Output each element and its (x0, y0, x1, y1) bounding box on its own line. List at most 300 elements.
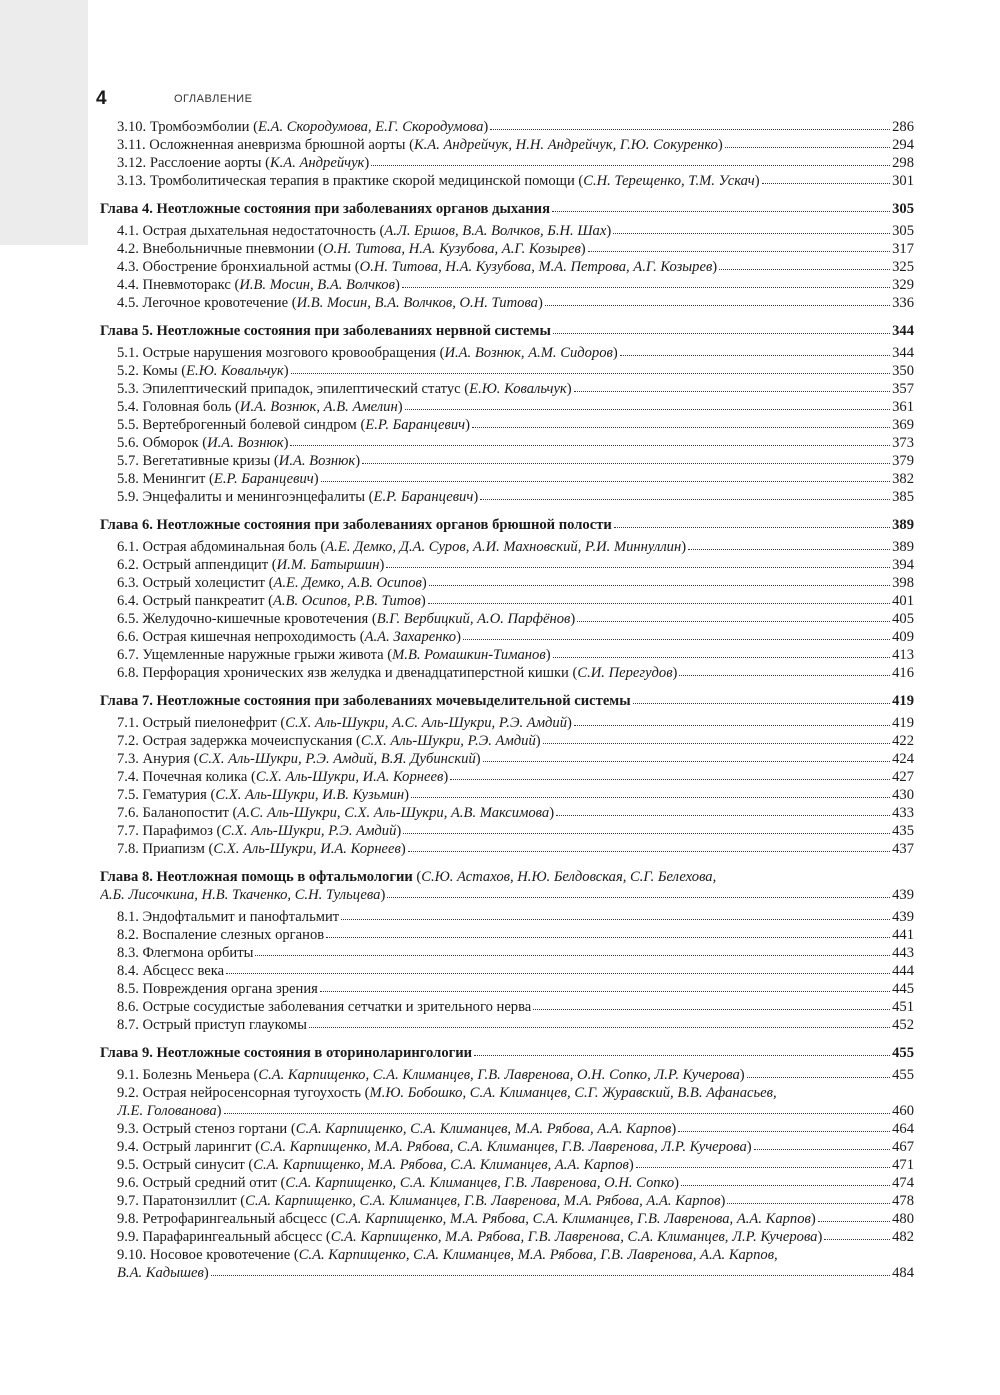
entry-text: 7.7. Парафимоз (С.Х. Аль-Шукри, Р.Э. Амдий) (117, 823, 402, 839)
entry-authors: С.А. Карпищенко, С.А. Климанцев, Г.В. Лавренова, М.А. Рябова, А.А. Карпов (245, 1193, 721, 1209)
page-ref: 361 (892, 399, 914, 415)
entry-text: 9.5. Острый синусит (С.А. Карпищенко, М.А. Рябова, С.А. Климанцев, А.А. Карпов) (117, 1157, 634, 1173)
entry-text (100, 1016, 307, 1034)
entry-text: 5.8. Менингит (Е.Р. Баранцевич) (117, 471, 319, 487)
toc-entry[interactable] (100, 628, 914, 646)
page-ref: 452 (892, 1017, 914, 1033)
entry-text: 7.5. Гематурия (С.Х. Аль-Шукри, И.В. Кузьмин) (117, 787, 410, 803)
entry-title: 4.2. Внебольничные пневмонии (117, 241, 315, 257)
page-ref: 430 (892, 787, 914, 803)
toc-entry[interactable] (100, 998, 914, 1016)
entry-title: 6.3. Острый холецистит (117, 575, 265, 591)
dot-leader (620, 351, 890, 356)
toc-entry[interactable] (100, 1016, 914, 1034)
toc-entry[interactable] (100, 276, 914, 294)
chapter-heading[interactable] (100, 868, 914, 904)
entry-authors: Л.Е. Голованова (117, 1103, 217, 1119)
entry-authors: И.А. Вознюк (278, 453, 356, 469)
page-ref: 474 (892, 1175, 914, 1191)
page-ref: 413 (892, 647, 914, 663)
entry-title: 5.9. Энцефалиты и менингоэнцефалиты (117, 489, 366, 505)
entry-authors: С.А. Карпищенко, С.А. Климанцев, М.А. Рябова, А.А. Карпов (295, 1121, 672, 1137)
entry-title: 3.13. Тромболитическая терапия в практике скорой медицинской помощи (117, 173, 575, 189)
toc-entry[interactable] (100, 380, 914, 398)
toc-entry[interactable] (100, 118, 914, 136)
entry-authors: А.Е. Демко, А.В. Осипов (273, 575, 422, 591)
entry-text: 6.6. Острая кишечная непроходимость (А.А. Захаренко) (117, 629, 461, 645)
toc-entry[interactable] (100, 804, 914, 822)
entry-title: 6.1. Острая абдоминальная боль (117, 539, 317, 555)
page-ref: 286 (892, 119, 914, 135)
page-ref: 389 (892, 539, 914, 555)
dot-leader (402, 283, 890, 288)
entry-text (100, 998, 531, 1016)
dot-leader (408, 847, 890, 852)
dot-leader (483, 757, 890, 762)
entry-title: 9.10. Носовое кровотечение (117, 1247, 291, 1263)
toc-entry[interactable] (100, 768, 914, 786)
dot-leader (403, 829, 890, 834)
entry-title: 9.1. Болезнь Меньера (117, 1067, 250, 1083)
entry-text: 7.8. Приапизм (С.Х. Аль-Шукри, И.А. Корнеев) (117, 841, 406, 857)
entry-authors: К.А. Андрейчук (269, 155, 365, 171)
toc-entry[interactable] (100, 1174, 914, 1192)
dot-leader (309, 1023, 890, 1028)
page-ref: 443 (892, 945, 914, 961)
toc-entry[interactable] (100, 1210, 914, 1228)
dot-leader (681, 1181, 890, 1186)
page-ref: 444 (892, 963, 914, 979)
entry-title: 4.5. Легочное кровотечение (117, 295, 289, 311)
page-ref: 439 (892, 909, 914, 925)
dot-leader (574, 387, 890, 392)
toc-entry[interactable] (100, 592, 914, 610)
entry-text: 9.3. Острый стеноз гортани (С.А. Карпищенко, С.А. Климанцев, М.А. Рябова, А.А. Карпов) (117, 1121, 677, 1137)
page-ref: 464 (892, 1121, 914, 1137)
entry-authors: В.А. Кадышев (117, 1265, 204, 1281)
entry-authors-line[interactable] (100, 1264, 914, 1282)
entry-authors: Е.Р. Баранцевич (213, 471, 314, 487)
entry-title: 9.6. Острый средний отит (117, 1175, 277, 1191)
entry-authors: С.А. Карпищенко, С.А. Климанцев, М.А. Рябова, Г.В. Лавренова, А.А. Карпов, (298, 1247, 778, 1263)
entry-text: Л.Е. Голованова) (117, 1103, 222, 1119)
page-ref: 350 (892, 363, 914, 379)
dot-leader (490, 125, 890, 130)
page-ref: 379 (892, 453, 914, 469)
page-ref: 344 (892, 323, 914, 339)
page-ref: 419 (892, 715, 914, 731)
entry-authors: М.В. Ромашкин-Тиманов (392, 647, 546, 663)
toc-entry[interactable] (100, 732, 914, 750)
entry-title: 6.6. Острая кишечная непроходимость (117, 629, 357, 645)
entry-title: 4.3. Обострение бронхиальной астмы (117, 259, 352, 275)
toc-entry[interactable] (100, 750, 914, 768)
entry-authors: С.Х. Аль-Шукри, Р.Э. Амдий (360, 733, 536, 749)
dot-leader (226, 969, 890, 974)
entry-text: 5.7. Вегетативные кризы (И.А. Вознюк) (117, 453, 361, 469)
page-ref: 385 (892, 489, 914, 505)
page-ref: 433 (892, 805, 914, 821)
entry-authors: С.А. Карпищенко, М.А. Рябова, С.А. Климанцев, Г.В. Лавренова, Л.Р. Кучерова (260, 1139, 747, 1155)
entry-text: 7.2. Острая задержка мочеиспускания (С.Х. Аль-Шукри, Р.Э. Амдий) (117, 733, 541, 749)
entry-title: 5.2. Комы (117, 363, 178, 379)
entry-title: 8.6. Острые сосудистые заболевания сетчатки и зрительного нерва (117, 999, 532, 1015)
dot-leader (762, 179, 891, 184)
toc-entry[interactable] (100, 840, 914, 858)
page-ref: 471 (892, 1157, 914, 1173)
entry-text (100, 692, 631, 710)
toc-entry[interactable] (100, 240, 914, 258)
entry-authors: С.Х. Аль-Шукри, А.С. Аль-Шукри, Р.Э. Амдий (285, 715, 568, 731)
toc-entry[interactable] (100, 344, 914, 362)
dot-leader (474, 1051, 890, 1056)
toc-entry[interactable] (100, 538, 914, 556)
entry-authors: Е.Ю. Ковальчук (469, 381, 567, 397)
entry-text: 4.5. Легочное кровотечение (И.В. Мосин, В.А. Волчков, О.Н. Титова) (117, 295, 543, 311)
entry-text: 4.4. Пневмоторакс (И.В. Мосин, В.А. Волчков) (117, 277, 400, 293)
dot-leader (326, 933, 890, 938)
toc-entry[interactable] (100, 398, 914, 416)
entry-text (100, 962, 224, 980)
chapter-authors-line[interactable] (100, 886, 914, 904)
chapter-title: Глава 8. Неотложная помощь в офтальмологии (100, 869, 413, 885)
dot-leader (450, 775, 890, 780)
page-ref: 480 (892, 1211, 914, 1227)
toc-entry[interactable] (100, 470, 914, 488)
page-ref: 460 (892, 1103, 914, 1119)
dot-leader (463, 635, 890, 640)
page-ref: 301 (892, 173, 914, 189)
entry-text: 9.7. Паратонзиллит (С.А. Карпищенко, С.А. Климанцев, Г.В. Лавренова, М.А. Рябова, А.А. Карпов) (117, 1193, 726, 1209)
page-ref: 416 (892, 665, 914, 681)
page-ref: 336 (892, 295, 914, 311)
toc-entry[interactable] (100, 154, 914, 172)
toc-entry[interactable] (100, 714, 914, 732)
toc-entry[interactable] (100, 786, 914, 804)
toc-entry[interactable] (100, 258, 914, 276)
entry-text: 9.6. Острый средний отит (С.А. Карпищенко, С.А. Климанцев, Г.В. Лавренова, О.Н. Сопко) (117, 1175, 680, 1191)
entry-title: 9.3. Острый стеноз гортани (117, 1121, 288, 1137)
table-of-contents (100, 118, 914, 1282)
dot-leader (543, 739, 890, 744)
toc-entry[interactable] (100, 664, 914, 682)
dot-leader (727, 1199, 890, 1204)
entry-text: 9.4. Острый ларингит (С.А. Карпищенко, М.А. Рябова, С.А. Климанцев, Г.В. Лавренова, Л.Р. Кучерова) (117, 1139, 752, 1155)
page-ref: 484 (892, 1265, 914, 1281)
entry-text: 5.4. Головная боль (И.А. Вознюк, А.В. Амелин) (117, 399, 403, 415)
chapter-heading[interactable] (100, 1044, 914, 1062)
running-title: ОГЛАВЛЕНИЕ (174, 93, 253, 105)
dot-leader (224, 1109, 891, 1114)
page-ref: 317 (892, 241, 914, 257)
dot-leader (747, 1073, 890, 1078)
dot-leader (387, 893, 890, 898)
entry-title-line: 9.10. Носовое кровотечение (С.А. Карпищенко, С.А. Климанцев, М.А. Рябова, Г.В. Лавренова, А.А. Карпов, (117, 1247, 778, 1263)
chapter-title: Глава 6. Неотложные состояния при заболеваниях органов брюшной полости (100, 517, 612, 533)
chapter-title-line: Глава 8. Неотложная помощь в офтальмологии (С.Ю. Астахов, Н.Ю. Белдовская, С.Г. Белехова, (100, 869, 717, 885)
page-ref: 445 (892, 981, 914, 997)
dot-leader (553, 653, 891, 658)
page-ref: 373 (892, 435, 914, 451)
toc-entry[interactable] (100, 556, 914, 574)
toc-entry[interactable] (100, 962, 914, 980)
page-ref: 467 (892, 1139, 914, 1155)
entry-authors: В.Г. Вербицкий, А.О. Парфёнов (376, 611, 571, 627)
entry-authors: С.Н. Терещенко, Т.М. Ускач (583, 173, 755, 189)
toc-entry[interactable] (100, 434, 914, 452)
page-ref: 369 (892, 417, 914, 433)
toc-entry[interactable] (100, 222, 914, 240)
toc-entry[interactable] (100, 294, 914, 312)
dot-leader (533, 1005, 890, 1010)
dot-leader (321, 477, 891, 482)
dot-leader (290, 441, 890, 446)
chapter-authors: А.Б. Лисочкина, Н.В. Ткаченко, С.Н. Тульцева (100, 887, 381, 903)
page-ref: 329 (892, 277, 914, 293)
entry-title: 9.9. Парафарингеальный абсцесс (117, 1229, 323, 1245)
entry-title: 8.3. Флегмона орбиты (117, 945, 254, 961)
dot-leader (255, 951, 890, 956)
toc-entry[interactable] (100, 416, 914, 434)
entry-title: 9.4. Острый ларингит (117, 1139, 252, 1155)
chapter-heading[interactable] (100, 200, 914, 218)
page-ref: 439 (892, 887, 914, 903)
entry-authors-line[interactable] (100, 1102, 914, 1120)
toc-entry[interactable] (100, 908, 914, 926)
entry-title: 7.6. Баланопостит (117, 805, 229, 821)
entry-authors: С.Х. Аль-Шукри, И.А. Корнеев (255, 769, 444, 785)
entry-text (100, 1044, 472, 1062)
entry-title: 6.5. Желудочно-кишечные кровотечения (117, 611, 369, 627)
page-ref: 409 (892, 629, 914, 645)
entry-text: 6.7. Ущемленные наружные грыжи живота (М.В. Ромашкин-Тиманов) (117, 647, 551, 663)
entry-authors: О.Н. Титова, Н.А. Кузубова, М.А. Петрова, А.Г. Козырев (359, 259, 713, 275)
entry-authors: А.С. Аль-Шукри, С.Х. Аль-Шукри, А.В. Максимова (237, 805, 550, 821)
page-ref: 398 (892, 575, 914, 591)
entry-title: 3.10. Тромбоэмболии (117, 119, 250, 135)
entry-text: В.А. Кадышев) (117, 1265, 209, 1281)
entry-title: 3.11. Осложненная аневризма брюшной аорты (117, 137, 406, 153)
page-ref: 344 (892, 345, 914, 361)
entry-text: 6.1. Острая абдоминальная боль (А.Е. Демко, Д.А. Суров, А.И. Махновский, Р.И. Миннуллин) (117, 539, 687, 555)
toc-entry[interactable] (100, 980, 914, 998)
entry-title: 6.2. Острый аппендицит (117, 557, 269, 573)
entry-authors: И.А. Вознюк, А.М. Сидоров (444, 345, 613, 361)
entry-authors: С.А. Карпищенко, М.А. Рябова, С.А. Климанцев, Г.В. Лавренова, А.А. Карпов (335, 1211, 811, 1227)
toc-entry[interactable] (100, 1084, 914, 1120)
entry-title-line: 9.2. Острая нейросенсорная тугоухость (М.Ю. Бобошко, С.А. Климанцев, С.Г. Журавский, В.В. Афанасьев, (117, 1085, 777, 1101)
page-ref: 437 (892, 841, 914, 857)
dot-leader (588, 247, 890, 252)
entry-text (100, 944, 253, 962)
entry-title: 9.7. Паратонзиллит (117, 1193, 237, 1209)
entry-authors: Е.А. Скородумова, Е.Г. Скородумова (257, 119, 484, 135)
entry-text (100, 980, 318, 998)
toc-entry[interactable] (100, 944, 914, 962)
entry-authors: О.Н. Титова, Н.А. Кузубова, А.Г. Козырев (322, 241, 581, 257)
toc-entry[interactable] (100, 574, 914, 592)
entry-text: 4.1. Острая дыхательная недостаточность (А.Л. Ершов, В.А. Волчков, Б.Н. Шах) (117, 223, 612, 239)
entry-authors: С.А. Карпищенко, С.А. Климанцев, Г.В. Лавренова, О.Н. Сопко, Л.Р. Кучерова (258, 1067, 740, 1083)
dot-leader (428, 599, 890, 604)
entry-authors: Е.Ю. Ковальчук (186, 363, 284, 379)
entry-title: 6.7. Ущемленные наружные грыжи живота (117, 647, 384, 663)
entry-title: 6.8. Перфорация хронических язв желудка и двенадцатиперстной кишки (117, 665, 569, 681)
dot-leader (636, 1163, 890, 1168)
entry-text: 6.8. Перфорация хронических язв желудка и двенадцатиперстной кишки (С.И. Перегудов) (117, 665, 678, 681)
page-ref: 389 (892, 517, 914, 533)
dot-leader (291, 369, 891, 374)
page-ref: 394 (892, 557, 914, 573)
entry-text: 7.6. Баланопостит (А.С. Аль-Шукри, С.Х. Аль-Шукри, А.В. Максимова) (117, 805, 555, 821)
page-ref: 455 (892, 1045, 914, 1061)
entry-authors: И.А. Вознюк (207, 435, 284, 451)
entry-title: 6.4. Острый панкреатит (117, 593, 265, 609)
entry-text: 3.12. Расслоение аорты (К.А. Андрейчук) (117, 155, 370, 171)
toc-entry[interactable] (100, 1120, 914, 1138)
dot-leader (371, 161, 890, 166)
entry-authors: И.А. Вознюк, А.В. Амелин (239, 399, 398, 415)
page-ref: 298 (892, 155, 914, 171)
toc-entry[interactable] (100, 136, 914, 154)
entry-text: 5.1. Острые нарушения мозгового кровообращения (И.А. Вознюк, А.М. Сидоров) (117, 345, 618, 361)
chapter-title: Глава 7. Неотложные состояния при заболеваниях мочевыделительной системы (100, 693, 631, 709)
page-ref: 305 (892, 223, 914, 239)
entry-title: 8.4. Абсцесс века (117, 963, 225, 979)
entry-authors: М.Ю. Бобошко, С.А. Климанцев, С.Г. Журавский, В.В. Афанасьев, (369, 1085, 777, 1101)
entry-text: 6.5. Желудочно-кишечные кровотечения (В.Г. Вербицкий, А.О. Парфёнов) (117, 611, 576, 627)
dot-leader (362, 459, 890, 464)
page-ref: 294 (892, 137, 914, 153)
entry-authors: А.Е. Демко, Д.А. Суров, А.И. Махновский, Р.И. Миннуллин (325, 539, 682, 555)
chapter-heading[interactable] (100, 516, 914, 534)
entry-authors: С.А. Карпищенко, М.А. Рябова, С.А. Климанцев, А.А. Карпов (253, 1157, 629, 1173)
entry-title: 7.8. Приапизм (117, 841, 205, 857)
entry-text: 5.9. Энцефалиты и менингоэнцефалиты (Е.Р. Баранцевич) (117, 489, 479, 505)
dot-leader (688, 545, 890, 550)
dot-leader (472, 423, 890, 428)
entry-text (100, 322, 551, 340)
dot-leader (725, 143, 890, 148)
entry-title: 5.5. Вертеброгенный болевой синдром (117, 417, 357, 433)
entry-title: 8.7. Острый приступ глаукомы (117, 1017, 307, 1033)
entry-text: 9.1. Болезнь Меньера (С.А. Карпищенко, С.А. Климанцев, Г.В. Лавренова, О.Н. Сопко, Л.Р. Кучерова) (117, 1067, 745, 1083)
entry-title: 8.5. Повреждения органа зрения (117, 981, 318, 997)
page-ref: 427 (892, 769, 914, 785)
entry-title: 4.4. Пневмоторакс (117, 277, 231, 293)
page-ref: 405 (892, 611, 914, 627)
toc-entry[interactable] (100, 1066, 914, 1084)
entry-title: 7.5. Гематурия (117, 787, 207, 803)
entry-authors: А.Л. Ершов, В.А. Волчков, Б.Н. Шах (384, 223, 607, 239)
dot-leader (633, 699, 890, 704)
entry-text: 6.4. Острый панкреатит (А.В. Осипов, Р.В. Титов) (117, 593, 426, 609)
toc-entry[interactable] (100, 822, 914, 840)
entry-text: 6.2. Острый аппендицит (И.М. Батыршин) (117, 557, 385, 573)
entry-authors: С.А. Карпищенко, М.А. Рябова, Г.В. Лавренова, С.А. Климанцев, Л.Р. Кучерова (330, 1229, 818, 1245)
entry-text: 9.9. Парафарингеальный абсцесс (С.А. Карпищенко, М.А. Рябова, Г.В. Лавренова, С.А. Климанцев, Л.Р. Кучерова) (117, 1229, 823, 1245)
dot-leader (480, 495, 890, 500)
entry-title: 5.1. Острые нарушения мозгового кровообращения (117, 345, 436, 361)
entry-authors: С.Х. Аль-Шукри, Р.Э. Амдий (221, 823, 397, 839)
chapter-heading[interactable] (100, 322, 914, 340)
dot-leader (818, 1217, 890, 1222)
page-ref: 424 (892, 751, 914, 767)
chapter-title: Глава 9. Неотложные состояния в оториноларингологии (100, 1045, 473, 1061)
page-ref: 422 (892, 733, 914, 749)
toc-entry[interactable] (100, 1246, 914, 1282)
dot-leader (719, 265, 890, 270)
entry-title: 7.2. Острая задержка мочеиспускания (117, 733, 353, 749)
entry-title: 7.1. Острый пиелонефрит (117, 715, 277, 731)
entry-text: 5.3. Эпилептический припадок, эпилептический статус (Е.Ю. Ковальчук) (117, 381, 572, 397)
toc-entry[interactable] (100, 646, 914, 664)
dot-leader (574, 721, 890, 726)
entry-title: 5.7. Вегетативные кризы (117, 453, 271, 469)
dot-leader (552, 207, 890, 212)
entry-title: 5.3. Эпилептический припадок, эпилептический статус (117, 381, 461, 397)
page-ref: 441 (892, 927, 914, 943)
entry-authors: А.А. Захаренко (364, 629, 457, 645)
entry-text (100, 926, 324, 944)
entry-authors: Е.Р. Баранцевич (373, 489, 474, 505)
entry-text (100, 516, 612, 534)
dot-leader (429, 581, 890, 586)
entry-text: 3.13. Тромболитическая терапия в практике скорой медицинской помощи (С.Н. Терещенко, Т.М. Ускач) (117, 173, 760, 189)
toc-entry[interactable] (100, 1192, 914, 1210)
chapter-title: Глава 4. Неотложные состояния при заболеваниях органов дыхания (100, 201, 550, 217)
entry-title: 7.3. Анурия (117, 751, 191, 767)
dot-leader (553, 329, 890, 334)
entry-title: 8.2. Воспаление слезных органов (117, 927, 325, 943)
page-ref: 357 (892, 381, 914, 397)
toc-entry[interactable] (100, 488, 914, 506)
entry-authors: А.В. Осипов, Р.В. Титов (273, 593, 421, 609)
dot-leader (577, 617, 890, 622)
page-ref: 419 (892, 693, 914, 709)
toc-entry[interactable] (100, 452, 914, 470)
page-ref: 305 (892, 201, 914, 217)
entry-text: 7.4. Почечная колика (С.Х. Аль-Шукри, И.А. Корнеев) (117, 769, 449, 785)
dot-leader (411, 793, 890, 798)
entry-authors: С.А. Карпищенко, С.А. Климанцев, Г.В. Лавренова, О.Н. Сопко (285, 1175, 675, 1191)
entry-title: 9.5. Острый синусит (117, 1157, 245, 1173)
entry-text: 6.3. Острый холецистит (А.Е. Демко, А.В. Осипов) (117, 575, 427, 591)
toc-entry[interactable] (100, 1228, 914, 1246)
entry-text: А.Б. Лисочкина, Н.В. Ткаченко, С.Н. Тульцева) (100, 887, 386, 903)
dot-leader (679, 671, 890, 676)
toc-entry[interactable] (100, 1138, 914, 1156)
toc-entry[interactable] (100, 172, 914, 190)
entry-authors: С.Х. Аль-Шукри, И.В. Кузьмин (215, 787, 405, 803)
chapter-heading[interactable] (100, 692, 914, 710)
entry-title: 7.4. Почечная колика (117, 769, 248, 785)
entry-text: 4.3. Обострение бронхиальной астмы (О.Н. Титова, Н.А. Кузубова, М.А. Петрова, А.Г. Козырев) (117, 259, 718, 275)
entry-text: 7.1. Острый пиелонефрит (С.Х. Аль-Шукри, А.С. Аль-Шукри, Р.Э. Амдий) (117, 715, 572, 731)
dot-leader (613, 229, 890, 234)
dot-leader (556, 811, 890, 816)
page-ref: 455 (892, 1067, 914, 1083)
toc-entry[interactable] (100, 610, 914, 628)
toc-entry[interactable] (100, 1156, 914, 1174)
page-ref: 401 (892, 593, 914, 609)
entry-text: 9.8. Ретрофарингеальный абсцесс (С.А. Карпищенко, М.А. Рябова, С.А. Климанцев, Г.В. Лавренова, А.А. Карпов) (117, 1211, 816, 1227)
dot-leader (320, 987, 890, 992)
toc-entry[interactable] (100, 362, 914, 380)
entry-text: 7.3. Анурия (С.Х. Аль-Шукри, Р.Э. Амдий, В.Я. Дубинский) (117, 751, 481, 767)
dot-leader (405, 405, 891, 410)
toc-entry[interactable] (100, 926, 914, 944)
